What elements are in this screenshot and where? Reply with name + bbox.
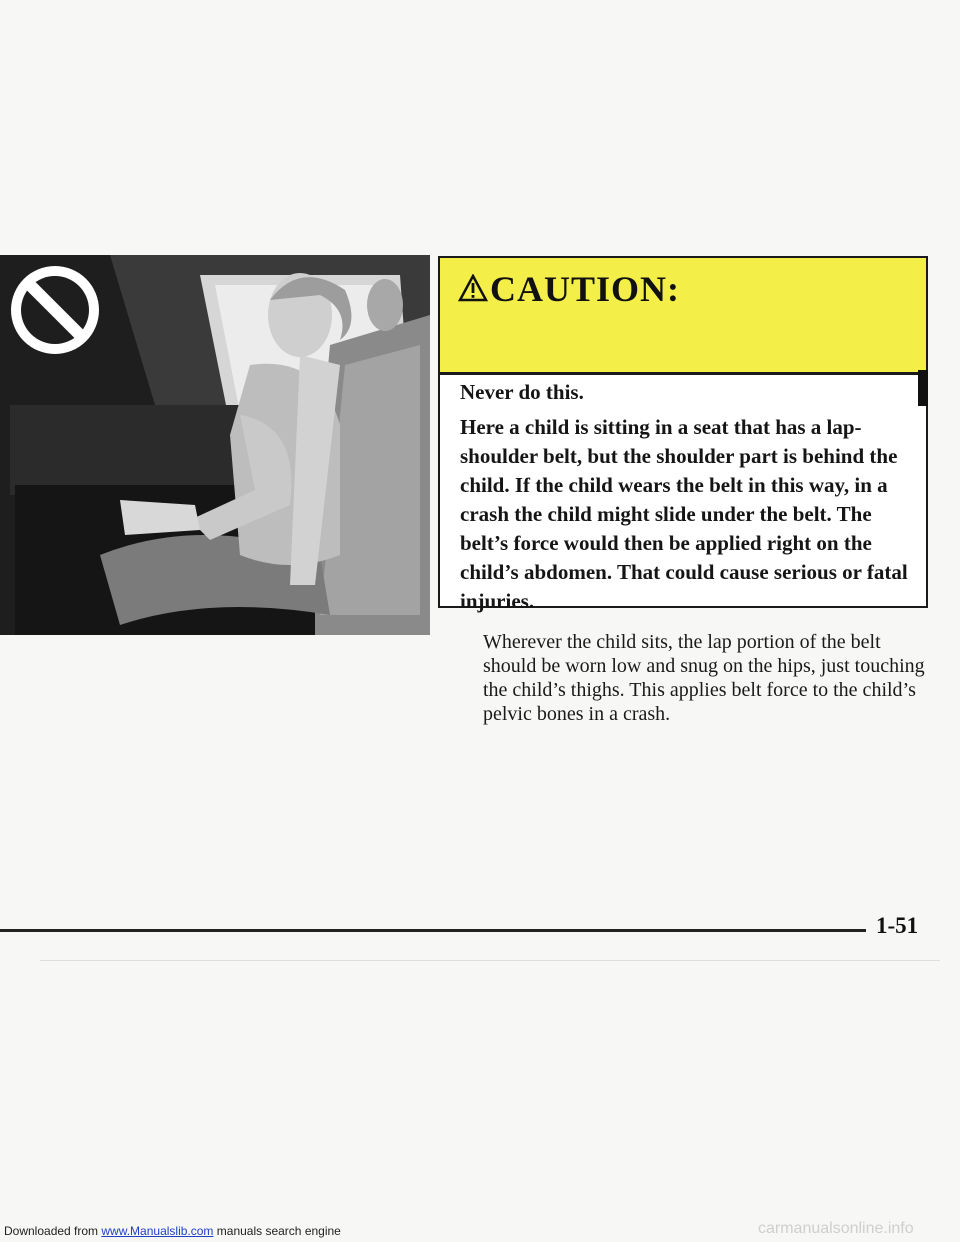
prohibition-icon (11, 266, 99, 354)
body-paragraph: Wherever the child sits, the lap portion of the belt should be worn low and snug on the hips, just touching the child’s thighs. This applies belt force to the child’s pelvic bones in a crash. (483, 631, 925, 725)
warning-triangle-icon (458, 274, 488, 302)
scan-line (40, 960, 940, 961)
caution-line-2: Here a child is sitting in a seat that has a lap-shoulder belt, but the shoulder part is behind the child. If the child wears the belt in this way, in a crash the child might slide under the belt. The belt’s force would then be applied right on the child’s abdomen. That could cause serious or fatal injuries. (460, 415, 908, 613)
page-number: 1-51 (876, 913, 919, 938)
footer-divider (0, 929, 866, 932)
caution-divider (440, 372, 926, 375)
caution-box (438, 256, 928, 613)
child-seatbelt-illustration (0, 255, 430, 635)
download-notice (4, 1224, 341, 1238)
manualslib-link[interactable]: www.Manualslib.com (101, 1224, 214, 1238)
caution-body (460, 378, 915, 622)
download-prefix: Downloaded from (4, 1224, 102, 1238)
watermark: carmanualsonline.info (758, 1220, 914, 1237)
caution-title: CAUTION: (490, 269, 681, 309)
caution-header (440, 258, 926, 372)
download-suffix: manuals search engine (213, 1224, 341, 1238)
caution-tab-marker (918, 370, 928, 406)
caution-line-1: Never do this. (460, 380, 584, 404)
